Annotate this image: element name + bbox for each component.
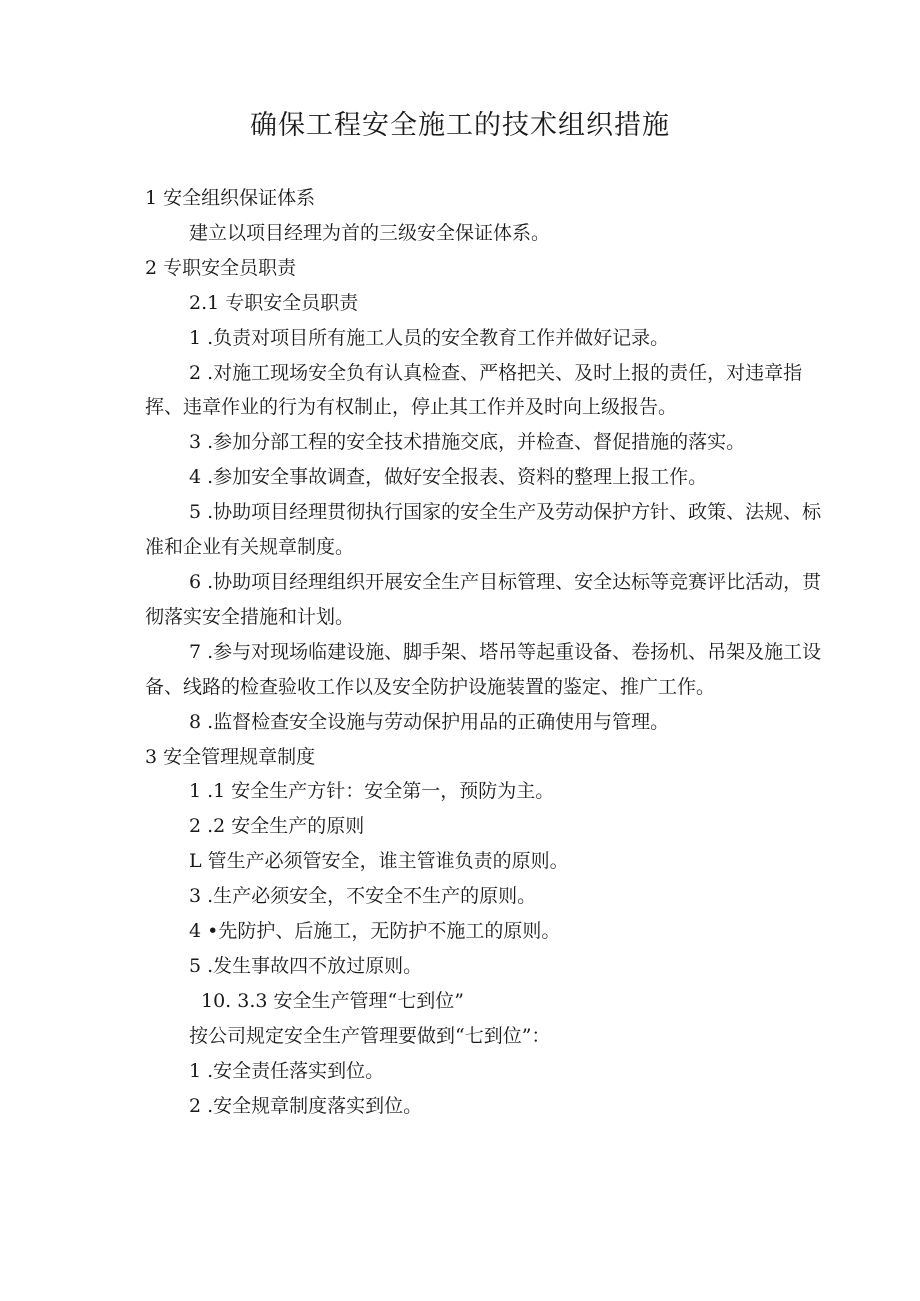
page-title: 确保工程安全施工的技术组织措施 bbox=[250, 110, 670, 141]
subsection-heading: 2.1 专职安全员职责 bbox=[189, 291, 359, 314]
list-item: 4 •先防护、后施工，无防护不施工的原则。 bbox=[189, 920, 561, 943]
list-item: 2 .2 安全生产的原则 bbox=[189, 815, 365, 838]
list-item: 3 .生产必须安全，不安全不生产的原则。 bbox=[189, 885, 537, 908]
list-item: 1 .负责对项目所有施工人员的安全教育工作并做好记录。 bbox=[189, 326, 670, 349]
list-item: L 管生产必须管安全，谁主管谁负责的原则。 bbox=[189, 850, 569, 873]
list-item: 7 .参与对现场临建设施、脚手架、塔吊等起重设备、卷扬机、吊架及施工设备、线路的检查验收工作以及安全防护设施装置的鉴定、推广工作。 bbox=[145, 640, 822, 698]
paragraph: 建立以项目经理为首的三级安全保证体系。 bbox=[189, 221, 551, 244]
list-item: 6 .协助项目经理组织开展安全生产目标管理、安全达标等竞赛评比活动，贯彻落实安全措施和计划。 bbox=[145, 570, 822, 628]
list-item: 1 .1 安全生产方针：安全第一，预防为主。 bbox=[189, 780, 555, 803]
section-heading: 3 安全管理规章制度 bbox=[145, 745, 316, 768]
list-item: 1 .安全责任落实到位。 bbox=[189, 1059, 385, 1082]
list-item: 3 .参加分部工程的安全技术措施交底，并检查、督促措施的落实。 bbox=[189, 431, 746, 454]
list-item: 2 .安全规章制度落实到位。 bbox=[189, 1094, 423, 1117]
list-item: 5 .发生事故四不放过原则。 bbox=[189, 954, 423, 977]
list-item: 5 .协助项目经理贯彻执行国家的安全生产及劳动保护方针、政策、法规、标准和企业有关规章制度。 bbox=[145, 501, 822, 559]
list-item: 4 .参加安全事故调查，做好安全报表、资料的整理上报工作。 bbox=[189, 466, 708, 489]
subsection-heading: 10. 3.3 安全生产管理“七到位” bbox=[201, 989, 464, 1012]
list-item: 2 .对施工现场安全负有认真检查、严格把关、及时上报的责任，对违章指挥、违章作业的行为有权制止，停止其工作并及时向上级报告。 bbox=[145, 361, 803, 419]
document-body bbox=[145, 181, 830, 1123]
list-item: 8 .监督检查安全设施与劳动保护用品的正确使用与管理。 bbox=[189, 710, 670, 733]
paragraph: 按公司规定安全生产管理要做到“七到位”： bbox=[189, 1024, 551, 1047]
section-heading: 2 专职安全员职责 bbox=[145, 256, 297, 279]
section-heading: 1 安全组织保证体系 bbox=[145, 187, 316, 209]
